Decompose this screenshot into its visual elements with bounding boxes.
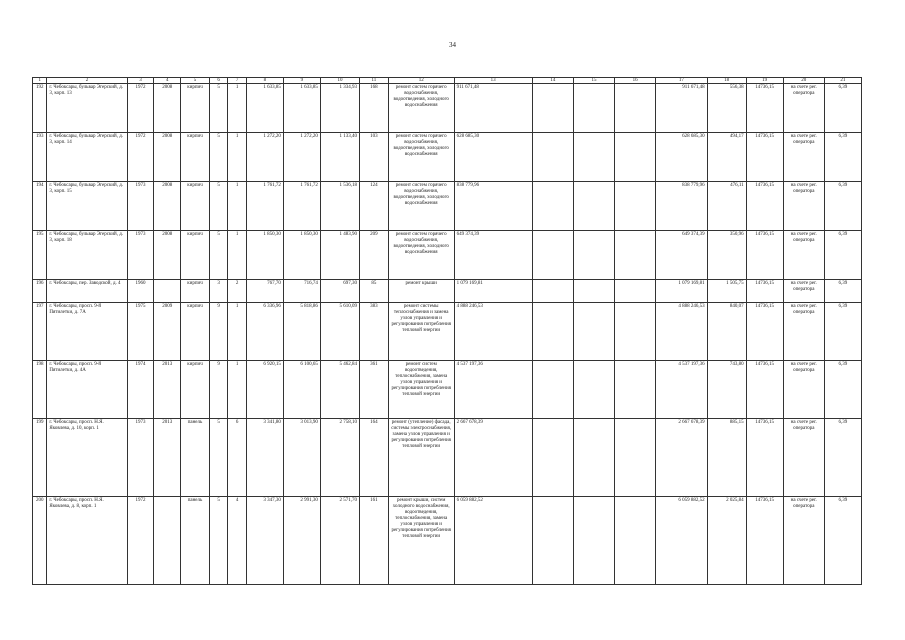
cell-addr: г. Чебоксары, просп. 9-й Пятилетки, д. 7А: [47, 303, 127, 361]
cell-cost: 6 059 882,52: [454, 497, 532, 585]
column-header: 4: [154, 78, 181, 84]
cell-c15: [573, 133, 614, 182]
column-header: 15: [573, 78, 614, 84]
cell-a2: 5 818,86: [283, 303, 320, 361]
cell-c14: [532, 231, 573, 280]
cell-unit: 840,07: [707, 303, 746, 361]
cell-due: 6,39: [824, 419, 861, 497]
cell-cost: 2 667 678,39: [454, 419, 532, 497]
table-row: [33, 280, 862, 303]
cell-due: 6,39: [824, 497, 861, 585]
cell-c16: [615, 84, 656, 133]
cell-total: 1 079 169,81: [656, 280, 707, 303]
cell-work: ремонт (утепление) фасада, системы электроснабжения, замена узлов управления и регулирования потребления тепловой энергии: [388, 419, 454, 497]
cell-cap: 2008: [154, 231, 181, 280]
column-header: 14: [532, 78, 573, 84]
cell-c14: [532, 303, 573, 361]
cell-c16: [615, 303, 656, 361]
cell-c14: [532, 280, 573, 303]
cell-unit: 2 025,84: [707, 497, 746, 585]
column-header: 11: [359, 78, 388, 84]
cell-ent: 1: [228, 361, 247, 419]
cell-n: 197: [33, 303, 47, 361]
cell-unit: 556,38: [707, 84, 746, 133]
column-header: 1: [33, 78, 47, 84]
cell-a3: 1 133,40: [320, 133, 359, 182]
cell-a1: 767,70: [246, 280, 283, 303]
cell-a1: 3 341,80: [246, 419, 283, 497]
cell-a2: 1 761,72: [283, 182, 320, 231]
cell-a1: 1 850,30: [246, 231, 283, 280]
cell-addr: г. Чебоксары, бульвар Эгерский, д. 3, корп. 18: [47, 231, 127, 280]
cell-ent: 6: [228, 419, 247, 497]
cell-limit: 14736,15: [746, 419, 783, 497]
table-row: [33, 133, 862, 182]
cell-res: 168: [359, 84, 388, 133]
cell-cost: 911 671,48: [454, 84, 532, 133]
column-header: 16: [615, 78, 656, 84]
cell-a2: 716,74: [283, 280, 320, 303]
cell-c14: [532, 497, 573, 585]
cell-fund: на счете рег. оператора: [783, 84, 824, 133]
table-row: [33, 497, 862, 585]
cell-total: 6 059 882,52: [656, 497, 707, 585]
cell-n: 195: [33, 231, 47, 280]
cell-addr: г. Чебоксары, пер. Заводской, д. 4: [47, 280, 127, 303]
cell-cost: 4 888 246,53: [454, 303, 532, 361]
cell-addr: г. Чебоксары, просп. 9-й Пятилетки, д. 4А: [47, 361, 127, 419]
cell-ent: 2: [228, 280, 247, 303]
cell-c16: [615, 231, 656, 280]
cell-fund: на счете рег. оператора: [783, 182, 824, 231]
cell-res: 103: [359, 133, 388, 182]
cell-c15: [573, 497, 614, 585]
cell-a1: 3 347,30: [246, 497, 283, 585]
table-row: [33, 361, 862, 419]
cell-cap: 2013: [154, 419, 181, 497]
cell-cost: 4 537 197,36: [454, 361, 532, 419]
cell-work: ремонт крыши: [388, 280, 454, 303]
cell-cap: 2008: [154, 133, 181, 182]
cell-fund: на счете рег. оператора: [783, 497, 824, 585]
cell-n: 193: [33, 133, 47, 182]
cell-a3: 697,30: [320, 280, 359, 303]
cell-res: 209: [359, 231, 388, 280]
cell-n: 199: [33, 419, 47, 497]
cell-year: 1960: [127, 280, 154, 303]
cell-ent: 1: [228, 231, 247, 280]
cell-c15: [573, 419, 614, 497]
cell-due: 6,39: [824, 303, 861, 361]
cell-work: ремонт систем водоотведения, теплоснабжения, замена узлов управления и регулирования потребления тепловой энергии: [388, 361, 454, 419]
cell-c16: [615, 133, 656, 182]
table-row: [33, 84, 862, 133]
cell-n: 200: [33, 497, 47, 585]
page-number: 34: [449, 41, 456, 49]
cell-addr: г. Чебоксары, бульвар Эгерский, д. 3, корп. 13: [47, 84, 127, 133]
cell-a3: 1 334,93: [320, 84, 359, 133]
cell-a2: 1 272,20: [283, 133, 320, 182]
cell-limit: 14736,15: [746, 133, 783, 182]
table-row: [33, 419, 862, 497]
cell-year: 1974: [127, 361, 154, 419]
column-header: 13: [454, 78, 532, 84]
column-header: 12: [388, 78, 454, 84]
cell-unit: 885,15: [707, 419, 746, 497]
cell-a3: 2 758,10: [320, 419, 359, 497]
table-row: [33, 303, 862, 361]
cell-a1: 1 272,20: [246, 133, 283, 182]
cell-floors: 5: [209, 497, 228, 585]
cell-res: 361: [359, 361, 388, 419]
column-header: 5: [181, 78, 210, 84]
column-header: 21: [824, 78, 861, 84]
cell-unit: 494,17: [707, 133, 746, 182]
column-header: 17: [656, 78, 707, 84]
cell-c16: [615, 280, 656, 303]
cell-limit: 14736,15: [746, 280, 783, 303]
cell-c14: [532, 182, 573, 231]
cell-total: 838 779,96: [656, 182, 707, 231]
cell-cost: 1 079 169,81: [454, 280, 532, 303]
cell-floors: 5: [209, 84, 228, 133]
cell-total: 4 537 197,36: [656, 361, 707, 419]
cell-a2: 1 850,30: [283, 231, 320, 280]
cell-year: 1973: [127, 231, 154, 280]
cell-limit: 14736,15: [746, 182, 783, 231]
cell-year: 1972: [127, 133, 154, 182]
cell-year: 1972: [127, 497, 154, 585]
cell-cap: 2008: [154, 182, 181, 231]
cell-wall: кирпич: [181, 303, 210, 361]
cell-cost: 838 779,96: [454, 182, 532, 231]
cell-work: ремонт системы теплоснабжения и замена узлов управления и регулирования потребления тепловой энергии: [388, 303, 454, 361]
cell-a3: 1 483,90: [320, 231, 359, 280]
cell-wall: кирпич: [181, 84, 210, 133]
cell-a2: 3 013,90: [283, 419, 320, 497]
cell-c15: [573, 84, 614, 133]
cell-floors: 5: [209, 182, 228, 231]
cell-cost: 628 685,30: [454, 133, 532, 182]
cell-limit: 14736,15: [746, 231, 783, 280]
table-row: [33, 182, 862, 231]
cell-c15: [573, 231, 614, 280]
cell-n: 192: [33, 84, 47, 133]
cell-c14: [532, 133, 573, 182]
cell-cap: [154, 280, 181, 303]
cell-year: 1972: [127, 84, 154, 133]
cell-ent: 4: [228, 497, 247, 585]
cell-n: 198: [33, 361, 47, 419]
cell-fund: на счете рег. оператора: [783, 133, 824, 182]
cell-wall: панель: [181, 497, 210, 585]
cell-c14: [532, 419, 573, 497]
column-header: 9: [283, 78, 320, 84]
cell-res: 164: [359, 419, 388, 497]
cell-c16: [615, 419, 656, 497]
cell-cap: 2013: [154, 361, 181, 419]
cell-addr: г. Чебоксары, бульвар Эгерский, д. 3, корп. 14: [47, 133, 127, 182]
cell-a3: 2 571,70: [320, 497, 359, 585]
cell-limit: 14736,15: [746, 361, 783, 419]
cell-floors: 9: [209, 303, 228, 361]
repair-program-table: [32, 77, 862, 585]
column-header: 2: [47, 78, 127, 84]
cell-year: 1975: [127, 303, 154, 361]
cell-due: 6,39: [824, 231, 861, 280]
cell-wall: кирпич: [181, 231, 210, 280]
cell-c14: [532, 361, 573, 419]
cell-res: 161: [359, 497, 388, 585]
cell-c14: [532, 84, 573, 133]
cell-res: 383: [359, 303, 388, 361]
cell-fund: на счете рег. оператора: [783, 231, 824, 280]
cell-floors: 5: [209, 133, 228, 182]
column-header: 8: [246, 78, 283, 84]
cell-n: 196: [33, 280, 47, 303]
cell-c15: [573, 303, 614, 361]
cell-fund: на счете рег. оператора: [783, 361, 824, 419]
cell-wall: кирпич: [181, 182, 210, 231]
cell-due: 6,39: [824, 280, 861, 303]
cell-addr: г. Чебоксары, просп. Н.Я. Яковлева, д. 10, корп. 1: [47, 419, 127, 497]
cell-cap: [154, 497, 181, 585]
cell-year: 1973: [127, 182, 154, 231]
cell-floors: 5: [209, 419, 228, 497]
cell-c15: [573, 182, 614, 231]
cell-due: 6,39: [824, 182, 861, 231]
cell-c15: [573, 280, 614, 303]
column-header: 6: [209, 78, 228, 84]
cell-floors: 3: [209, 280, 228, 303]
cell-floors: 5: [209, 231, 228, 280]
cell-year: 1973: [127, 419, 154, 497]
cell-ent: 1: [228, 182, 247, 231]
cell-n: 194: [33, 182, 47, 231]
column-header: 7: [228, 78, 247, 84]
cell-limit: 14736,15: [746, 84, 783, 133]
cell-fund: на счете рег. оператора: [783, 280, 824, 303]
cell-c16: [615, 182, 656, 231]
cell-a2: 1 633,85: [283, 84, 320, 133]
cell-a2: 6 100,65: [283, 361, 320, 419]
cell-addr: г. Чебоксары, бульвар Эгерский, д. 3, корп. 15: [47, 182, 127, 231]
cell-unit: 476,11: [707, 182, 746, 231]
cell-cost: 649 374,39: [454, 231, 532, 280]
cell-total: 4 888 246,53: [656, 303, 707, 361]
cell-ent: 1: [228, 303, 247, 361]
cell-cap: 2009: [154, 303, 181, 361]
cell-work: ремонт систем горячего водоснабжения, водоотведения, холодного водоснабжения: [388, 182, 454, 231]
cell-a1: 1 761,72: [246, 182, 283, 231]
cell-total: 649 374,39: [656, 231, 707, 280]
cell-unit: 1 505,75: [707, 280, 746, 303]
cell-c16: [615, 497, 656, 585]
cell-total: 628 685,30: [656, 133, 707, 182]
cell-work: ремонт систем горячего водоснабжения, водоотведения, холодного водоснабжения: [388, 84, 454, 133]
cell-wall: кирпич: [181, 361, 210, 419]
cell-unit: 350,96: [707, 231, 746, 280]
cell-limit: 14736,15: [746, 497, 783, 585]
cell-ent: 1: [228, 84, 247, 133]
cell-due: 6,39: [824, 133, 861, 182]
column-header: 20: [783, 78, 824, 84]
cell-a1: 6 336,96: [246, 303, 283, 361]
cell-c16: [615, 361, 656, 419]
cell-total: 911 671,48: [656, 84, 707, 133]
cell-wall: панель: [181, 419, 210, 497]
cell-total: 2 667 678,39: [656, 419, 707, 497]
cell-limit: 14736,15: [746, 303, 783, 361]
cell-res: 124: [359, 182, 388, 231]
column-header: 3: [127, 78, 154, 84]
cell-fund: на счете рег. оператора: [783, 419, 824, 497]
cell-wall: кирпич: [181, 280, 210, 303]
cell-a2: 2 991,30: [283, 497, 320, 585]
cell-ent: 1: [228, 133, 247, 182]
cell-a3: 5 462,84: [320, 361, 359, 419]
cell-a1: 1 633,85: [246, 84, 283, 133]
table-body: [33, 84, 862, 585]
table-row: [33, 231, 862, 280]
cell-wall: кирпич: [181, 133, 210, 182]
column-header: 10: [320, 78, 359, 84]
cell-work: ремонт крыши, систем холодного водоснабжения, водоотведения, теплоснабжения, замена узлов управления и регулирования потребления тепловой энергии: [388, 497, 454, 585]
cell-fund: на счете рег. оператора: [783, 303, 824, 361]
cell-a3: 1 536,18: [320, 182, 359, 231]
cell-due: 6,39: [824, 84, 861, 133]
column-header: 19: [746, 78, 783, 84]
cell-unit: 743,80: [707, 361, 746, 419]
cell-c15: [573, 361, 614, 419]
column-header: 18: [707, 78, 746, 84]
cell-a3: 5 610,09: [320, 303, 359, 361]
cell-addr: г. Чебоксары, просп. Н.Я. Яковлева, д. 8, корп. 1: [47, 497, 127, 585]
cell-a1: 6 920,15: [246, 361, 283, 419]
cell-due: 6,39: [824, 361, 861, 419]
cell-cap: 2008: [154, 84, 181, 133]
cell-res: 85: [359, 280, 388, 303]
cell-work: ремонт систем горячего водоснабжения, водоотведения, холодного водоснабжения: [388, 231, 454, 280]
cell-floors: 9: [209, 361, 228, 419]
cell-work: ремонт систем горячего водоснабжения, водоотведения, холодного водоснабжения: [388, 133, 454, 182]
